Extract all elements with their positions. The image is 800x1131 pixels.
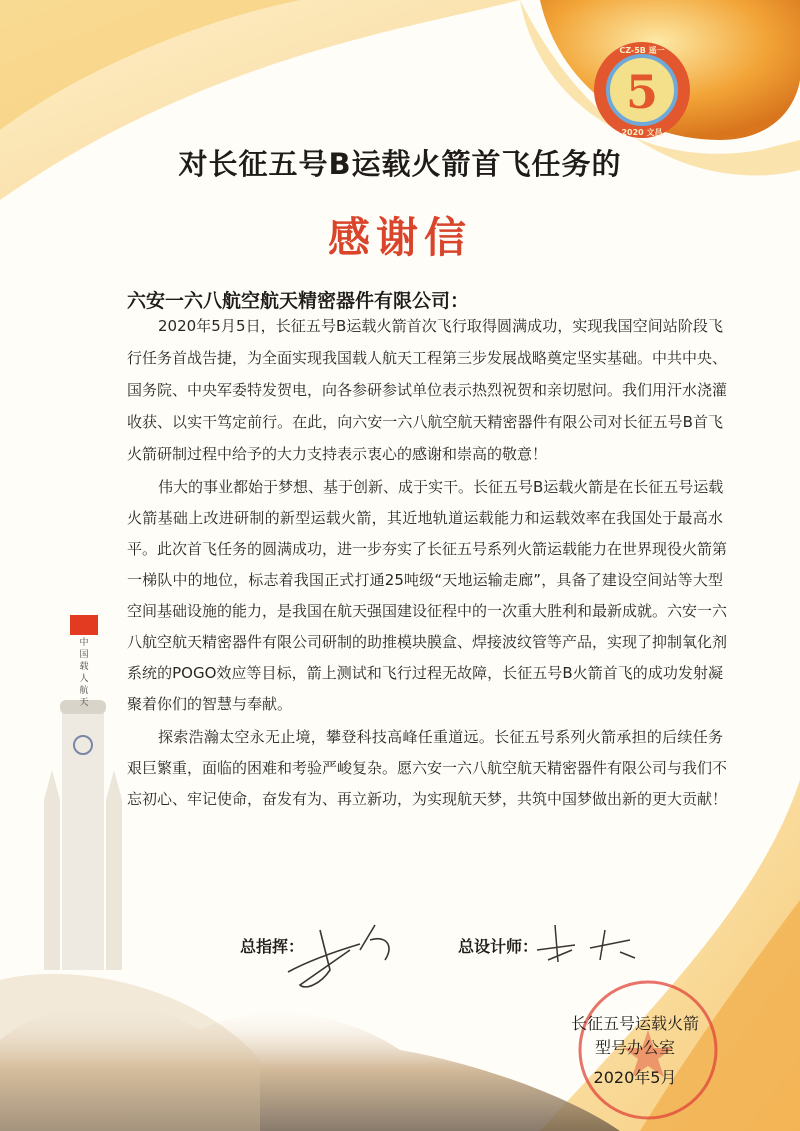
text-line: 火箭基础上改进研制的新型运载火箭，其近地轨道运载能力和运载效率在我国处于最高水 [127, 509, 723, 527]
text-line: 忘初心、牢记使命，奋发有为、再立新功，为实现航天梦，共筑中国梦做出新的更大贡献！ [127, 790, 728, 808]
salutation: 六安一六八航空航天精密器件有限公司： [127, 290, 470, 312]
emblem-number: 5 [625, 65, 659, 119]
text-line: 艰巨繁重，面临的困难和考验严峻复杂。愿六安一六八航空航天精密器件有限公司与我们不 [127, 759, 728, 777]
letter-subtitle: 感谢信 [327, 213, 472, 262]
text-line: 伟大的事业都始于梦想、基于创新、成于实干。长征五号B运载火箭是在长征五号运载 [158, 478, 724, 496]
paragraph-2 [127, 471, 728, 719]
signature-designer [537, 925, 635, 962]
sender-date: 2020年5月 [593, 1068, 677, 1087]
text-line: 收获、以实干笃定前行。在此，向六安一六八航空航天精密器件有限公司对长征五号B首飞 [127, 413, 723, 431]
paragraph-3 [127, 721, 728, 814]
text-line: 八航空航天精密器件有限公司研制的助推模块膜盒、焊接波纹管等产品，实现了抑制氧化剂 [127, 633, 728, 651]
rocket-vertical-text: 中国载人航天 [79, 638, 89, 708]
text-line: 一梯队中的地位，标志着我国正式打通25吨级“天地运输走廊”，具备了建设空间站等大型 [127, 571, 723, 589]
commander-label: 总指挥： [240, 937, 305, 956]
emblem-bottom-text: 2020 文昌 [621, 128, 663, 137]
text-line: 行任务首战告捷，为全面实现我国载人航天工程第三步发展战略奠定坚实基础。中共中央、 [127, 349, 728, 367]
chief-designer-label: 总设计师： [458, 937, 539, 956]
text-line: 国务院、中央军委特发贺电，向各参研参试单位表示热烈祝贺和亲切慰问。我们用汗水浇灌 [127, 381, 728, 399]
letter-title: 对长征五号B运载火箭首飞任务的 [178, 147, 622, 181]
text-line: 火箭研制过程中给予的大力支持表示衷心的感谢和崇高的敬意！ [127, 445, 548, 463]
text-line: 2020年5月5日，长征五号B运载火箭首次飞行取得圆满成功，实现我国空间站阶段飞 [158, 317, 723, 335]
paragraph-1 [127, 310, 728, 470]
text-line: 空间基础设施的能力，是我国在航天强国建设征程中的一次重大胜利和最新成就。六安一六 [127, 602, 728, 620]
text-line: 聚着你们的智慧与奉献。 [127, 695, 293, 713]
text-line: 平。此次首飞任务的圆满成功，进一步夯实了长征五号系列火箭运载能力在世界现役火箭第 [127, 540, 728, 558]
text-line: 探索浩瀚太空永无止境，攀登科技高峰任重道远。长征五号系列火箭承担的后续任务 [158, 728, 723, 746]
mission-emblem [592, 40, 692, 140]
sender-line2: 型号办公室 [594, 1038, 675, 1057]
emblem-top-text: CZ-5B 遥一 [619, 46, 665, 55]
text-line: 系统的POGO效应等目标，箭上测试和飞行过程无故障，长征五号B火箭首飞的成功发射凝 [127, 664, 723, 682]
sender-line1: 长征五号运载火箭 [570, 1014, 699, 1033]
sender-block [555, 1012, 715, 1090]
